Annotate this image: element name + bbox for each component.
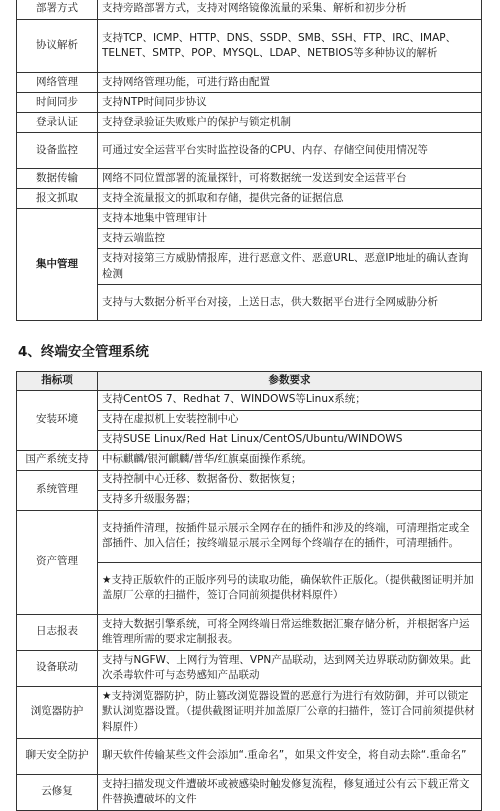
table-row (17, 738, 482, 774)
row-key: 资产管理 (17, 510, 98, 614)
row-value: 支持SUSE Linux/Red Hat Linux/CentOS/Ubuntu/WINDOWS (98, 430, 482, 450)
row-value: 可通过安全运营平台实时监控设备的CPU、内存、存储空间使用情况等 (98, 133, 482, 169)
table-row (17, 470, 482, 490)
row-key: 网络管理 (17, 73, 98, 93)
row-value: 支持网络管理功能，可进行路由配置 (98, 73, 482, 93)
row-key: 时间同步 (17, 93, 98, 113)
row-value: 支持TCP、ICMP、HTTP、DNS、SSDP、SMB、SSH、FTP、IRC、IMAP、TELNET、SMTP、POP、MYSQL、LDAP、NETBIOS等多种协议的解析 (98, 20, 482, 73)
row-value: 支持在虚拟机上安装控制中心 (98, 410, 482, 430)
row-value: ★支持浏览器防护，防止篡改浏览器设置的恶意行为进行有效防御，并可以锁定默认浏览器设置。（提供截图证明并加盖原厂公章的扫描件，签订合同前须提供材料原件） (98, 686, 482, 738)
group-key: 集中管理 (17, 209, 98, 321)
group-item: 支持本地集中管理审计 (98, 209, 482, 229)
row-key: 安装环境 (17, 390, 98, 450)
row-value: 聊天软件传输某些文件会添加“.重命名”，如果文件安全，将自动去除“.重命名” (98, 738, 482, 774)
row-value: 支持登录验证失败账户的保护与锁定机制 (98, 113, 482, 133)
row-key: 浏览器防护 (17, 686, 98, 738)
table-row (17, 189, 482, 209)
row-key: 协议解析 (17, 20, 98, 73)
table-row (17, 774, 482, 810)
section-title: 4、终端安全管理系统 (18, 344, 149, 360)
table-row (17, 209, 482, 229)
row-key: 设备联动 (17, 650, 98, 686)
row-key: 登录认证 (17, 113, 98, 133)
row-value: ★支持正版软件的正版序列号的读取功能，确保软件正版化。（提供截图证明并加盖原厂公章的扫描件，签订合同前须提供材料原件） (98, 562, 482, 614)
table-row (17, 450, 482, 470)
row-key: 报文抓取 (17, 189, 98, 209)
row-value: 支持插件清理，按插件显示展示全网存在的插件和涉及的终端，可清理指定或全部插件、加入信任；按终端显示展示全网每个终端存在的插件，可清理插件。 (98, 510, 482, 562)
group-item: 支持与大数据分析平台对接，上送日志，供大数据平台进行全网威胁分析 (98, 285, 482, 321)
table-row (17, 510, 482, 562)
row-key: 系统管理 (17, 470, 98, 510)
row-value: 支持多升级服务器； (98, 490, 482, 510)
table-row (17, 614, 482, 650)
spec-table-2 (16, 371, 482, 811)
row-value: 支持CentOS 7、Redhat 7、WINDOWS等Linux系统； (98, 390, 482, 410)
table-row (17, 686, 482, 738)
row-value: 支持NTP时间同步协议 (98, 93, 482, 113)
row-key: 国产系统支持 (17, 450, 98, 470)
row-value: 中标麒麟/银河麒麟/普华/红旗桌面操作系统。 (98, 450, 482, 470)
row-key: 日志报表 (17, 614, 98, 650)
table-row (17, 169, 482, 189)
header-value: 参数要求 (98, 372, 482, 391)
header-key: 指标项 (17, 372, 98, 391)
row-key: 云修复 (17, 774, 98, 810)
group-item: 支持对接第三方威胁情报库，进行恶意文件、恶意URL、恶意IP地址的确认查询检测 (98, 249, 482, 285)
group-item: 支持云端监控 (98, 229, 482, 249)
row-key: 部署方式 (17, 0, 98, 20)
table-row (17, 113, 482, 133)
row-key: 数据传输 (17, 169, 98, 189)
row-value: 支持全流量报文的抓取和存储，提供完备的证据信息 (98, 189, 482, 209)
table-row (17, 0, 482, 20)
spec-table-1 (16, 0, 482, 321)
table-row (17, 93, 482, 113)
table-row (17, 650, 482, 686)
row-value: 支持扫描发现文件遭破坏或被感染时触发修复流程，修复通过公有云下载正常文件替换遭破坏的文件 (98, 774, 482, 810)
row-key: 聊天安全防护 (17, 738, 98, 774)
table-row (17, 73, 482, 93)
table-row (17, 133, 482, 169)
row-value: 网络不同位置部署的流量探针，可将数据统一发送到安全运营平台 (98, 169, 482, 189)
row-key: 设备监控 (17, 133, 98, 169)
row-value: 支持大数据引擎系统，可将全网终端日常运维数据汇聚存储分析，并根据客户运维管理所需的要求定制报表。 (98, 614, 482, 650)
row-value: 支持与NGFW、上网行为管理、VPN产品联动，达到网关边界联动防御效果。此次杀毒软件可与态势感知产品联动 (98, 650, 482, 686)
row-value: 支持控制中心迁移、数据备份、数据恢复； (98, 470, 482, 490)
table-header-row (17, 372, 482, 391)
row-value: 支持旁路部署方式，支持对网络镜像流量的采集、解析和初步分析 (98, 0, 482, 20)
table-row (17, 390, 482, 410)
table-row (17, 20, 482, 73)
